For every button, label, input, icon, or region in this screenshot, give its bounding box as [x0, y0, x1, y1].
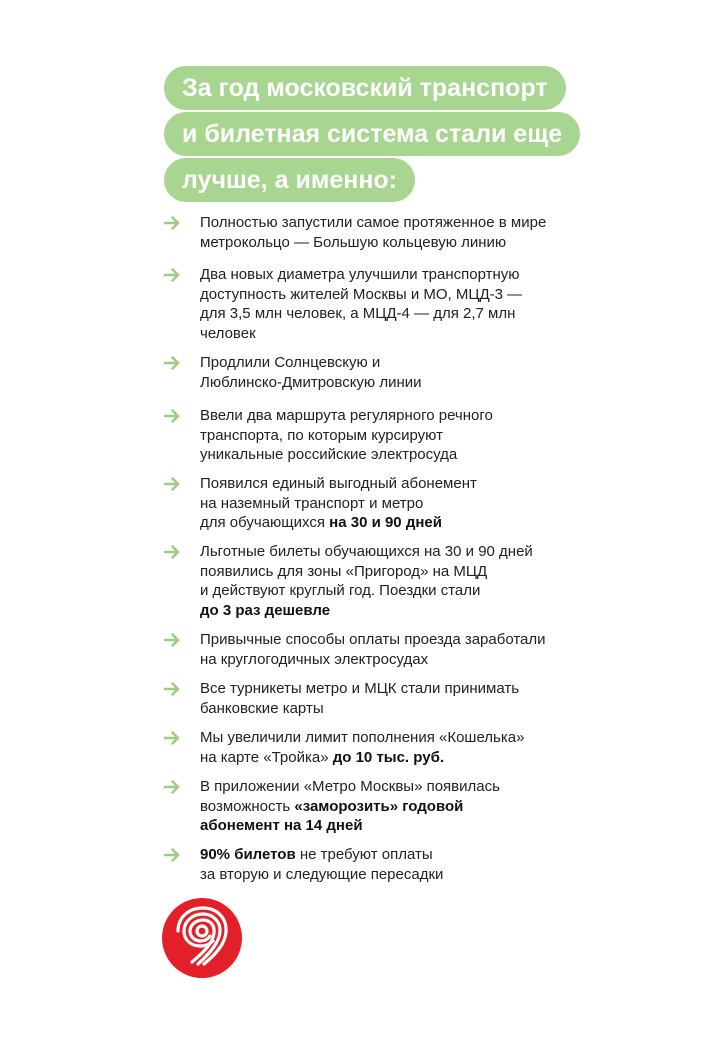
line-text: Полностью запустили самое протяженное в мире [200, 214, 547, 231]
line-text: В приложении «Метро Москвы» появилась [200, 778, 500, 795]
line-text: Ввели два маршрута регулярного речного [200, 407, 493, 424]
highlight-text: 90% билетов [200, 846, 296, 863]
line-text: человек [200, 324, 256, 342]
line-text: за вторую и следующие пересадки [200, 865, 444, 883]
arrow-right-icon [164, 409, 180, 423]
headline-line-1: За год московский транспорт [164, 66, 566, 110]
list-item-line [200, 699, 590, 719]
headline-line-2: и билетная система стали еще [164, 112, 580, 156]
line-text: на карте «Тройка» [200, 748, 333, 766]
line-text: транспорта, по которым курсируют [200, 426, 443, 444]
list-item-line [200, 426, 590, 446]
highlight-text: «заморозить» годовой [294, 797, 464, 815]
list-item-text [200, 845, 590, 884]
list-item-line [200, 630, 590, 650]
list-item-line [200, 373, 590, 393]
line-text: Привычные способы оплаты проезда заработали [200, 631, 546, 648]
list-item-line [200, 748, 590, 768]
arrow-right-icon [164, 216, 180, 230]
highlight-text: на 30 и 90 дней [329, 514, 442, 531]
list-item-line [200, 285, 590, 305]
line-text: появились для зоны «Пригород» на МЦД [200, 562, 488, 580]
line-text: возможность [200, 797, 295, 815]
line-text: для обучающихся [200, 514, 330, 531]
list-item-line [200, 650, 590, 670]
line-text: Два новых диаметра улучшили транспортную [200, 266, 520, 283]
list-item-text [200, 474, 590, 533]
list-item-line [200, 865, 590, 885]
list-item-text [200, 777, 590, 836]
line-text: доступность жителей Москвы и МО, МЦД-3 — [200, 285, 523, 303]
list-item-line [200, 353, 590, 373]
highlight-text: абонемент на 14 дней [200, 817, 363, 834]
list-item-line [200, 213, 590, 233]
list-item-line [200, 304, 590, 324]
list-item-line [200, 797, 590, 817]
metro-logo-icon [162, 898, 242, 978]
list-item-line [200, 233, 590, 253]
arrow-right-icon [164, 633, 180, 647]
list-item-line [200, 542, 590, 562]
list-item-line [200, 845, 590, 865]
list-item-text [200, 542, 590, 620]
list-item-line [200, 324, 590, 344]
arrow-right-icon [164, 356, 180, 370]
headline-line-3: лучше, а именно: [164, 158, 415, 202]
list-item-line [200, 265, 590, 285]
line-text: банковские карты [200, 699, 324, 717]
list-item-line [200, 494, 590, 514]
highlight-text: до 3 раз дешевле [200, 601, 331, 619]
list-item-line [200, 816, 590, 836]
line-text: метрокольцо — Большую кольцевую линию [200, 233, 507, 251]
line-text: Льготные билеты обучающихся на 30 и 90 дней [200, 543, 533, 560]
list-item-text [200, 265, 590, 343]
list-item-text [200, 728, 590, 767]
arrow-right-icon [164, 731, 180, 745]
line-text: не требуют оплаты [295, 846, 433, 863]
line-text: на наземный транспорт и метро [200, 494, 424, 512]
arrow-right-icon [164, 780, 180, 794]
line-text: на круглогодичных электросудах [200, 650, 429, 668]
list-item-text [200, 406, 590, 465]
line-text: и действуют круглый год. Поездки стали [200, 582, 481, 599]
arrow-right-icon [164, 268, 180, 282]
list-item-line [200, 679, 590, 699]
line-text: Появился единый выгодный абонемент [200, 475, 477, 492]
line-text: Мы увеличили лимит пополнения «Кошелька» [200, 729, 525, 746]
list-item-text [200, 679, 590, 718]
list-item-text [200, 630, 590, 669]
arrow-right-icon [164, 477, 180, 491]
list-item-line [200, 406, 590, 426]
highlight-text: до 10 тыс. руб. [332, 748, 445, 766]
arrow-right-icon [164, 545, 180, 559]
list-item-line [200, 513, 590, 533]
list-item-line [200, 777, 590, 797]
list-item-text [200, 213, 590, 252]
list-item-line [200, 601, 590, 621]
line-text: Люблинско-Дмитровскую линии [200, 373, 422, 391]
line-text: Продлили Солнцевскую и [200, 354, 381, 371]
list-item-line [200, 474, 590, 494]
list-item-line [200, 445, 590, 465]
arrow-right-icon [164, 848, 180, 862]
arrow-right-icon [164, 682, 180, 696]
line-text: для 3,5 млн человек, а МЦД-4 — для 2,7 млн [200, 305, 516, 322]
list-item-line [200, 728, 590, 748]
line-text: Все турникеты метро и МЦК стали принимать [200, 680, 520, 697]
list-item-line [200, 562, 590, 582]
list-item-line [200, 581, 590, 601]
list-item-text [200, 353, 590, 392]
line-text: уникальные российские электросуда [200, 446, 458, 463]
